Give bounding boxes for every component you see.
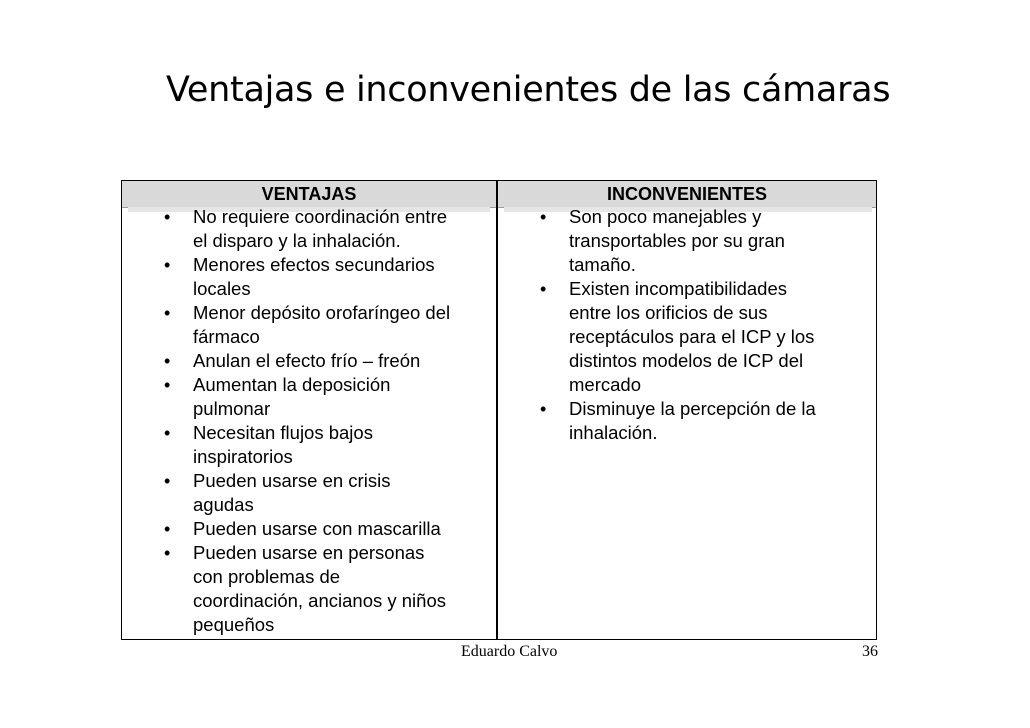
bullet-icon: • [164, 255, 171, 275]
comparison-table [121, 180, 877, 640]
list-item-line: tamaño. [569, 254, 636, 275]
list-item-line: Menores efectos secundarios [193, 254, 435, 275]
list-item-line: locales [193, 278, 251, 299]
bullet-icon: • [164, 543, 171, 563]
list-item-line: fármaco [193, 326, 260, 347]
list-item-line: inhalación. [569, 422, 658, 443]
bullet-icon: • [540, 279, 547, 299]
list-item-line: No requiere coordinación entre [193, 206, 448, 227]
list-item [164, 373, 494, 421]
header-inconvenientes: INCONVENIENTES [606, 184, 768, 204]
list-item [540, 277, 860, 397]
list-item-line: Aumentan la deposición [193, 374, 391, 395]
list-item-line: Disminuye la percepción de la [569, 398, 816, 419]
list-item [540, 397, 860, 445]
bullet-icon: • [164, 303, 171, 323]
list-item-line: receptáculos para el ICP y los [569, 326, 815, 347]
list-item [164, 205, 494, 253]
list-item-line: Existen incompatibilidades [569, 278, 788, 299]
list-item-line: pequeños [193, 614, 275, 635]
footer-author: Eduardo Calvo [461, 643, 558, 660]
list-item [164, 349, 494, 373]
slide-title: Ventajas e inconvenientes de las cámaras [166, 70, 891, 110]
list-item-line: entre los orificios de sus [569, 302, 768, 323]
list-item [164, 301, 494, 349]
list-item-line: coordinación, ancianos y niños [193, 590, 446, 611]
list-item [164, 253, 494, 301]
list-item-line: con problemas de [193, 566, 341, 587]
inconvenientes-list [540, 205, 860, 445]
list-item-line: distintos modelos de ICP del [569, 350, 804, 371]
list-item-line: mercado [569, 374, 641, 395]
bullet-icon: • [164, 207, 171, 227]
list-item [164, 421, 494, 469]
list-item-line: Son poco manejables y [569, 206, 762, 227]
list-item-line: Anulan el efecto frío – freón [193, 350, 421, 371]
list-item-line: pulmonar [193, 398, 271, 419]
table-header-row [122, 181, 876, 208]
header-ventajas: VENTAJAS [261, 184, 357, 204]
list-item-line: agudas [193, 494, 254, 515]
list-item [164, 541, 494, 637]
list-item [164, 469, 494, 517]
list-item-line: el disparo y la inhalación. [193, 230, 401, 251]
ventajas-list [164, 205, 494, 637]
list-item-line: Pueden usarse en personas [193, 542, 425, 563]
list-item-line: Menor depósito orofaríngeo del [193, 302, 451, 323]
bullet-icon: • [164, 471, 171, 491]
list-item [164, 517, 494, 541]
column-divider [496, 181, 498, 639]
footer-page-number: 36 [862, 643, 878, 660]
list-item-line: transportables por su gran [569, 230, 785, 251]
list-item-line: Pueden usarse con mascarilla [193, 518, 441, 539]
list-item-line: Necesitan flujos bajos [193, 422, 373, 443]
bullet-icon: • [164, 423, 171, 443]
list-item-line: Pueden usarse en crisis [193, 470, 391, 491]
list-item [540, 205, 860, 277]
list-item-line: inspiratorios [193, 446, 293, 467]
bullet-icon: • [164, 375, 171, 395]
bullet-icon: • [164, 519, 171, 539]
bullet-icon: • [164, 351, 171, 371]
bullet-icon: • [540, 207, 547, 227]
bullet-icon: • [540, 399, 547, 419]
